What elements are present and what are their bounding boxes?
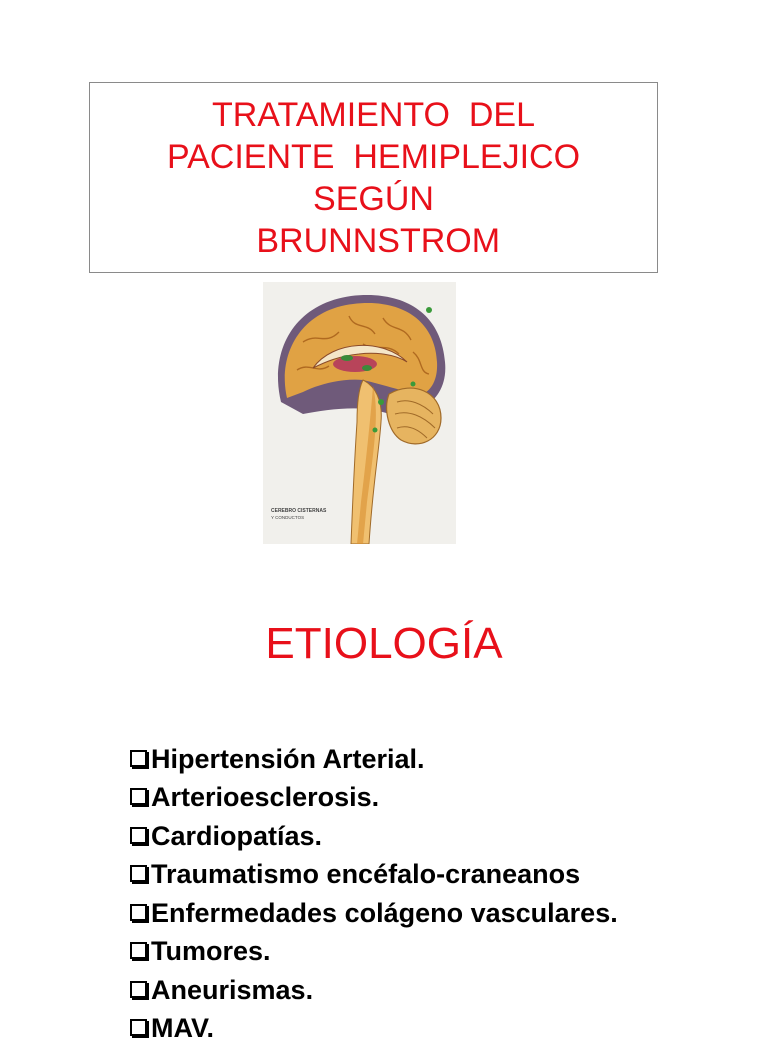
list-item — [130, 933, 618, 972]
list-item — [130, 740, 618, 779]
list-item-text: Aneurismas. — [151, 975, 313, 1006]
etiology-list — [130, 740, 618, 1048]
section-heading: ETIOLOGÍA — [0, 620, 768, 668]
checkbox-bullet-icon — [130, 827, 147, 844]
title-line-3: SEGÚN — [90, 180, 657, 218]
list-item — [130, 971, 618, 1010]
title-line-2: PACIENTE HEMIPLEJICO — [90, 138, 657, 176]
list-item-text: MAV. — [151, 1013, 214, 1044]
list-item — [130, 894, 618, 933]
list-item-text: Tumores. — [151, 936, 271, 967]
list-item-text: Traumatismo encéfalo-craneanos — [151, 859, 580, 890]
checkbox-bullet-icon — [130, 942, 147, 959]
title-box — [89, 82, 658, 273]
list-item — [130, 817, 618, 856]
brain-sagittal-illustration — [263, 282, 456, 544]
title-line-4: BRUNNSTROM — [90, 222, 657, 260]
list-item-text: Arterioesclerosis. — [151, 782, 379, 813]
checkbox-bullet-icon — [130, 904, 147, 921]
list-item — [130, 779, 618, 818]
title-line-1: TRATAMIENTO DEL — [90, 96, 657, 134]
list-item-text: Cardiopatías. — [151, 821, 322, 852]
checkbox-bullet-icon — [130, 788, 147, 805]
checkbox-bullet-icon — [130, 981, 147, 998]
list-item-text: Hipertensión Arterial. — [151, 744, 425, 775]
checkbox-bullet-icon — [130, 750, 147, 767]
list-item — [130, 856, 618, 895]
list-item-text: Enfermedades colágeno vasculares. — [151, 898, 618, 929]
checkbox-bullet-icon — [130, 865, 147, 882]
figure-caption-line-2: Y CONDUCTOS — [271, 515, 304, 520]
list-item — [130, 1010, 618, 1048]
figure-caption-line-1: CEREBRO CISTERNAS — [271, 508, 327, 514]
checkbox-bullet-icon — [130, 1019, 147, 1036]
